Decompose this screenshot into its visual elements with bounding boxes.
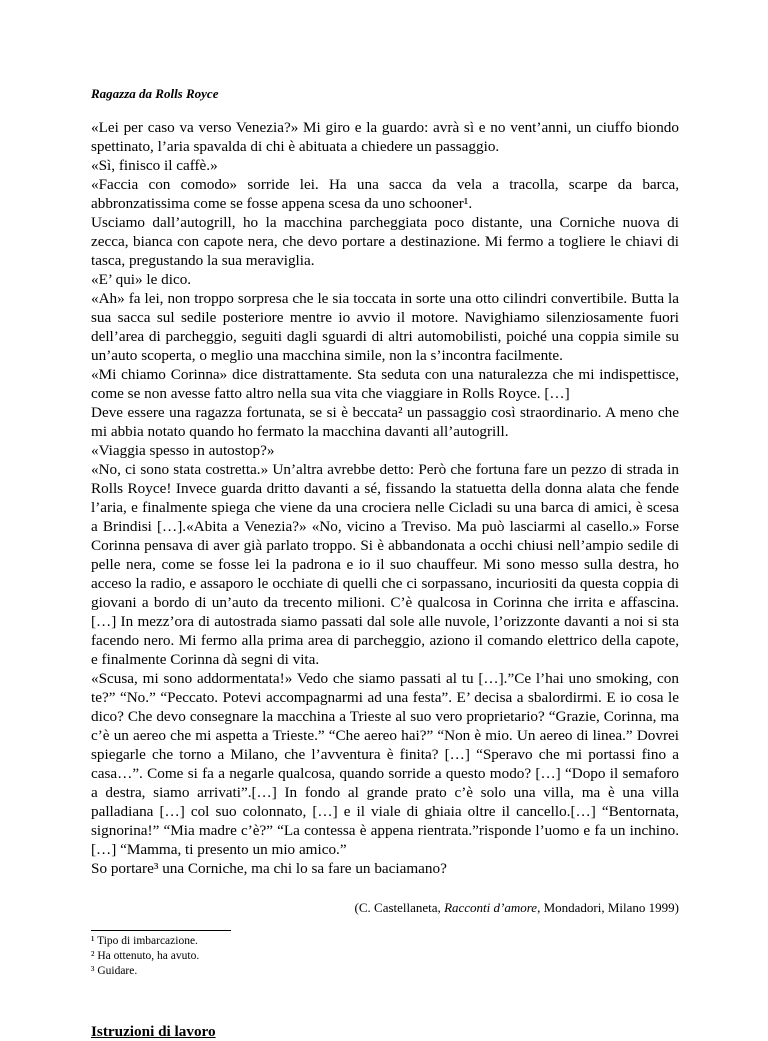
paragraph: «No, ci sono stata costretta.» Un’altra avrebbe detto: Però che fortuna fare un pezzo di strada in Rolls Royce! Invece guarda dritto davanti a sé, fissando la statuetta della donna alata che fende l’aria, e finalmente spiega che viene da una crociera nelle Cicladi su una barca di amici, è scesa a Brindisi […].«Abita a Venezia?» «No, vicino a Treviso. Ma può lasciarmi al casello.» Forse Corinna pensava di aver già parlato troppo. Si è abbandonata a occhi chiusi nell’ampio sedile di pelle nera, come se fosse lei la padrona e io il suo chauffeur. Mi sono messo sulla destra, ho acceso la radio, e assaporo le occhiate di quelli che ci sorpassano, incuriositi da questa coppia di giovani a bordo di un’auto da trecento milioni. C’è qualcosa in Corinna che irrita e affascina.[…] In mezz’ora di autostrada siamo passati dal sole alle nuvole, l’orizzonte davanti a noi si sta facendo nero. Mi fermo alla prima area di parcheggio, aziono il comando elettrico della capote, e finalmente Corinna dà segni di vita.: [91, 461, 679, 668]
paragraph: «Viaggia spesso in autostop?»: [91, 442, 275, 459]
footnote-divider: [91, 930, 231, 931]
paragraph: «Mi chiamo Corinna» dice distrattamente. Sta seduta con una naturalezza che mi indispettisce, come se non avesse fatto altro nella sua vita che viaggiare in Rolls Royce. […]: [91, 366, 679, 402]
footnote-3: ³ Guidare.: [91, 965, 138, 977]
paragraph: Deve essere una ragazza fortunata, se si è beccata² un passaggio così straordinario. A meno che mi abbia notato quando ho fermato la macchina davanti all’autogrill.: [91, 404, 679, 440]
paragraph: «Sì, finisco il caffè.»: [91, 157, 218, 174]
paragraph: «E’ qui» le dico.: [91, 271, 192, 288]
paragraph: So portare³ una Corniche, ma chi lo sa fare un baciamano?: [91, 860, 447, 877]
paragraph: «Scusa, mi sono addormentata!» Vedo che siamo passati al tu […].”Ce l’hai uno smoking, con te?” “No.” “Peccato. Potevi accompagnarmi ad una festa”. E’ decisa a sbalordirmi. E io cosa le dico? Che devo consegnare la macchina a Trieste al suo vero proprietario? “Grazie, Corinna, ma c’è un aereo che mi aspetta a Trieste.” “Che aereo hai?” “Non è mio. Un aereo di linea.” Dovrei spiegarle che torno a Milano, che l’avventura è finita? […] “Speravo che mi portassi fino a casa…”. Come si fa a negarle qualcosa, quando sorride a questo modo? […] “Dopo il semaforo a destra, siamo arrivati”.[…] In fondo al grande prato c’è solo una villa, ma è una villa palladiana […] col suo colonnato, […] e il viale di ghiaia oltre il cancello.[…] “Bentornata, signorina!” “Mia madre c’è?” “La contessa è appena rientrata.”risponde l’uomo e fa un inchino. […] “Mamma, ti presento un mio amico.”: [91, 670, 679, 858]
paragraph: Usciamo dall’autogrill, ho la macchina parcheggiata poco distante, una Corniche nuova di zecca, bianca con capote nera, che devo portare a destinazione. Mi fermo a togliere le chiavi di tasca, pregustando la sua meraviglia.: [91, 214, 679, 269]
citation-prefix: (C. Castellaneta,: [354, 900, 445, 915]
footnote-1: ¹ Tipo di imbarcazione.: [91, 935, 198, 947]
citation-book-title: Racconti d’amore: [444, 900, 538, 915]
paragraph: «Lei per caso va verso Venezia?» Mi giro e la guardo: avrà sì e no vent’anni, un ciuffo biondo spettinato, l’aria spavalda di chi è abituata a chiedere un passaggio.: [91, 119, 679, 155]
footnote-2: ² Ha ottenuto, ha avuto.: [91, 950, 200, 962]
paragraph: «Ah» fa lei, non troppo sorpresa che le sia toccata in sorte una otto cilindri convertibile. Butta la sua sacca sul sedile posteriore mentre io avvio il motore. Navighiamo silenziosamente fuori dell’area di parcheggio, seguiti dagli sguardi di altri automobilisti, poiché una coppia simile su un’auto scoperta, o meglio una macchina simile, non la s’incontra facilmente.: [91, 290, 679, 364]
document-title: Ragazza da Rolls Royce: [91, 86, 219, 101]
citation-suffix: , Mondadori, Milano 1999): [537, 900, 679, 915]
section-heading: Istruzioni di lavoro: [91, 1023, 216, 1040]
story-text: [91, 118, 679, 878]
paragraph: «Faccia con comodo» sorride lei. Ha una sacca da vela a tracolla, scarpe da barca, abbronzatissima come se fosse appena scesa da uno schooner¹.: [91, 176, 679, 212]
source-citation: [91, 900, 679, 916]
document-page: [91, 86, 679, 1041]
